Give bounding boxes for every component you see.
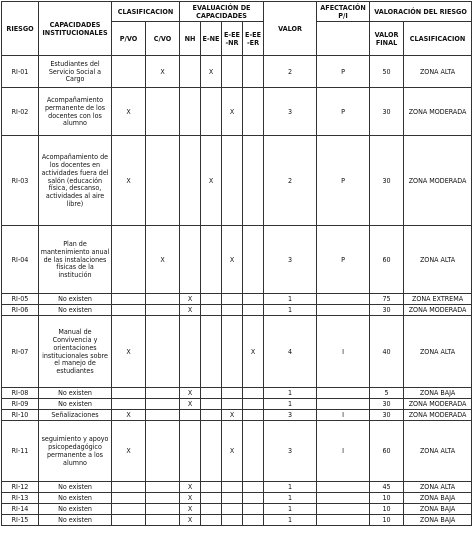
- header-capacidades: CAPACIDADES INSTITUCIONALES: [39, 2, 112, 56]
- p-vo-cell: X: [112, 421, 146, 482]
- afectacion-cell: [317, 515, 370, 526]
- e-ne-cell: [201, 421, 222, 482]
- e-ne-cell: X: [201, 136, 222, 226]
- valor-cell: 1: [264, 294, 317, 305]
- e-ee-nr-cell: X: [222, 410, 243, 421]
- p-vo-cell: [112, 515, 146, 526]
- afectacion-cell: I: [317, 421, 370, 482]
- risk-id: RI-06: [2, 305, 39, 316]
- e-ee-nr-cell: [222, 399, 243, 410]
- nh-cell: [180, 421, 201, 482]
- table-row: [2, 515, 472, 526]
- valor-final-cell: 60: [370, 226, 404, 294]
- p-vo-cell: [112, 399, 146, 410]
- afectacion-cell: [317, 482, 370, 493]
- table-row: [2, 410, 472, 421]
- e-ne-cell: [201, 388, 222, 399]
- clasificacion-cell: ZONA BAJA: [404, 493, 472, 504]
- e-ee-nr-cell: [222, 515, 243, 526]
- afectacion-cell: [317, 388, 370, 399]
- c-vo-cell: [146, 136, 180, 226]
- valor-cell: 1: [264, 515, 317, 526]
- c-vo-cell: [146, 504, 180, 515]
- afectacion-cell: P: [317, 226, 370, 294]
- clasificacion-cell: ZONA EXTREMA: [404, 294, 472, 305]
- c-vo-cell: [146, 388, 180, 399]
- e-ee-er-cell: [243, 504, 264, 515]
- c-vo-cell: [146, 294, 180, 305]
- clasificacion-cell: ZONA ALTA: [404, 226, 472, 294]
- risk-id: RI-07: [2, 316, 39, 388]
- nh-cell: X: [180, 482, 201, 493]
- nh-cell: [180, 136, 201, 226]
- e-ee-nr-cell: [222, 493, 243, 504]
- nh-cell: X: [180, 388, 201, 399]
- risk-id: RI-04: [2, 226, 39, 294]
- e-ee-nr-cell: X: [222, 421, 243, 482]
- capacidad-cell: Acompañamiento permanente de los docentes con los alumno: [39, 88, 112, 136]
- e-ee-er-cell: [243, 294, 264, 305]
- p-vo-cell: [112, 504, 146, 515]
- nh-cell: [180, 226, 201, 294]
- valor-cell: 3: [264, 410, 317, 421]
- clasificacion-cell: ZONA ALTA: [404, 56, 472, 88]
- e-ee-er-cell: [243, 88, 264, 136]
- afectacion-cell: P: [317, 136, 370, 226]
- e-ee-nr-cell: X: [222, 226, 243, 294]
- nh-cell: X: [180, 504, 201, 515]
- afectacion-cell: [317, 399, 370, 410]
- c-vo-cell: [146, 305, 180, 316]
- capacidad-cell: No existen: [39, 399, 112, 410]
- e-ee-er-cell: [243, 421, 264, 482]
- risk-id: RI-01: [2, 56, 39, 88]
- table-row: [2, 316, 472, 388]
- table-row: [2, 421, 472, 482]
- table-row: [2, 504, 472, 515]
- valor-final-cell: 40: [370, 316, 404, 388]
- clasificacion-cell: ZONA ALTA: [404, 421, 472, 482]
- risk-id: RI-10: [2, 410, 39, 421]
- e-ne-cell: [201, 88, 222, 136]
- p-vo-cell: X: [112, 88, 146, 136]
- valor-cell: 1: [264, 305, 317, 316]
- risk-id: RI-15: [2, 515, 39, 526]
- table-row: [2, 226, 472, 294]
- nh-cell: X: [180, 493, 201, 504]
- table-row: [2, 294, 472, 305]
- c-vo-cell: [146, 421, 180, 482]
- e-ee-er-cell: [243, 482, 264, 493]
- e-ee-er-cell: [243, 226, 264, 294]
- p-vo-cell: [112, 388, 146, 399]
- valor-final-cell: 60: [370, 421, 404, 482]
- table-row: [2, 493, 472, 504]
- table-header: [2, 2, 472, 56]
- table-row: [2, 88, 472, 136]
- capacidad-cell: Plan de mantenimiento anual de las instalaciones físicas de la institución: [39, 226, 112, 294]
- nh-cell: X: [180, 294, 201, 305]
- e-ee-er-cell: [243, 515, 264, 526]
- e-ne-cell: X: [201, 56, 222, 88]
- header-afectacion-blank: [317, 22, 370, 56]
- p-vo-cell: [112, 56, 146, 88]
- header-row-top: [2, 2, 472, 22]
- e-ne-cell: [201, 226, 222, 294]
- risk-id: RI-08: [2, 388, 39, 399]
- valor-final-cell: 10: [370, 504, 404, 515]
- header-afectacion: AFECTACIÓN P/I: [317, 2, 370, 22]
- nh-cell: [180, 316, 201, 388]
- e-ee-nr-cell: [222, 504, 243, 515]
- clasificacion-cell: ZONA MODERADA: [404, 305, 472, 316]
- header-riesgo: RIESGO: [2, 2, 39, 56]
- e-ee-nr-cell: [222, 482, 243, 493]
- afectacion-cell: [317, 504, 370, 515]
- c-vo-cell: [146, 410, 180, 421]
- capacidad-cell: Acompañamiento de los docentes en actividades fuera del salón (educación física, descanso, actividades al aire libre): [39, 136, 112, 226]
- header-e-ee-nr: E-EE-NR: [222, 22, 243, 56]
- e-ne-cell: [201, 294, 222, 305]
- e-ne-cell: [201, 482, 222, 493]
- risk-id: RI-03: [2, 136, 39, 226]
- header-p-vo: P/VO: [112, 22, 146, 56]
- valor-cell: 2: [264, 56, 317, 88]
- capacidad-cell: Manual de Convivencia y orientaciones institucionales sobre el manejo de estudiantes: [39, 316, 112, 388]
- c-vo-cell: [146, 493, 180, 504]
- nh-cell: [180, 56, 201, 88]
- p-vo-cell: [112, 294, 146, 305]
- capacidad-cell: No existen: [39, 482, 112, 493]
- capacidad-cell: No existen: [39, 515, 112, 526]
- valor-cell: 1: [264, 504, 317, 515]
- valor-final-cell: 5: [370, 388, 404, 399]
- clasificacion-cell: ZONA ALTA: [404, 482, 472, 493]
- c-vo-cell: [146, 316, 180, 388]
- e-ee-er-cell: [243, 136, 264, 226]
- valor-final-cell: 10: [370, 493, 404, 504]
- capacidad-cell: Estudiantes del Servicio Social a Cargo: [39, 56, 112, 88]
- e-ne-cell: [201, 410, 222, 421]
- c-vo-cell: X: [146, 56, 180, 88]
- risk-id: RI-11: [2, 421, 39, 482]
- e-ne-cell: [201, 305, 222, 316]
- valor-final-cell: 75: [370, 294, 404, 305]
- afectacion-cell: I: [317, 316, 370, 388]
- afectacion-cell: I: [317, 410, 370, 421]
- e-ne-cell: [201, 515, 222, 526]
- table-row: [2, 56, 472, 88]
- valor-final-cell: 30: [370, 136, 404, 226]
- nh-cell: [180, 88, 201, 136]
- e-ee-er-cell: [243, 493, 264, 504]
- capacidad-cell: No existen: [39, 504, 112, 515]
- nh-cell: [180, 410, 201, 421]
- table-row: [2, 136, 472, 226]
- header-clasificacion-sub: CLASIFICACION: [404, 22, 472, 56]
- clasificacion-cell: ZONA BAJA: [404, 515, 472, 526]
- header-valor-final: VALOR FINAL: [370, 22, 404, 56]
- nh-cell: X: [180, 399, 201, 410]
- risk-id: RI-09: [2, 399, 39, 410]
- clasificacion-cell: ZONA MODERADA: [404, 399, 472, 410]
- afectacion-cell: [317, 493, 370, 504]
- afectacion-cell: P: [317, 56, 370, 88]
- valor-cell: 3: [264, 421, 317, 482]
- c-vo-cell: X: [146, 226, 180, 294]
- risk-id: RI-13: [2, 493, 39, 504]
- valor-cell: 3: [264, 226, 317, 294]
- table-row: [2, 399, 472, 410]
- capacidad-cell: No existen: [39, 305, 112, 316]
- e-ee-er-cell: [243, 388, 264, 399]
- header-clasificacion: CLASIFICACION: [112, 2, 180, 22]
- e-ee-nr-cell: [222, 56, 243, 88]
- clasificacion-cell: ZONA MODERADA: [404, 136, 472, 226]
- risk-id: RI-05: [2, 294, 39, 305]
- nh-cell: X: [180, 515, 201, 526]
- p-vo-cell: X: [112, 136, 146, 226]
- valor-cell: 3: [264, 88, 317, 136]
- risk-id: RI-12: [2, 482, 39, 493]
- e-ne-cell: [201, 504, 222, 515]
- clasificacion-cell: ZONA BAJA: [404, 388, 472, 399]
- table-row: [2, 482, 472, 493]
- afectacion-cell: [317, 305, 370, 316]
- e-ee-nr-cell: [222, 316, 243, 388]
- valor-final-cell: 30: [370, 410, 404, 421]
- p-vo-cell: [112, 305, 146, 316]
- header-e-ne: E-NE: [201, 22, 222, 56]
- e-ee-nr-cell: [222, 136, 243, 226]
- valor-cell: 1: [264, 482, 317, 493]
- header-valor: VALOR: [264, 2, 317, 56]
- e-ne-cell: [201, 399, 222, 410]
- valor-final-cell: 10: [370, 515, 404, 526]
- clasificacion-cell: ZONA BAJA: [404, 504, 472, 515]
- valor-cell: 1: [264, 493, 317, 504]
- header-nh: NH: [180, 22, 201, 56]
- valor-final-cell: 45: [370, 482, 404, 493]
- valor-final-cell: 30: [370, 399, 404, 410]
- header-e-ee-er: E-EE-ER: [243, 22, 264, 56]
- e-ee-er-cell: [243, 305, 264, 316]
- capacidad-cell: Señalizaciones: [39, 410, 112, 421]
- table-row: [2, 388, 472, 399]
- risk-assessment-table: [1, 1, 472, 526]
- risk-id: RI-14: [2, 504, 39, 515]
- afectacion-cell: P: [317, 88, 370, 136]
- e-ee-er-cell: [243, 56, 264, 88]
- valor-final-cell: 30: [370, 305, 404, 316]
- afectacion-cell: [317, 294, 370, 305]
- p-vo-cell: X: [112, 410, 146, 421]
- c-vo-cell: [146, 88, 180, 136]
- e-ee-er-cell: [243, 410, 264, 421]
- capacidad-cell: No existen: [39, 294, 112, 305]
- valor-cell: 1: [264, 399, 317, 410]
- c-vo-cell: [146, 515, 180, 526]
- e-ne-cell: [201, 493, 222, 504]
- p-vo-cell: [112, 493, 146, 504]
- c-vo-cell: [146, 399, 180, 410]
- valor-cell: 1: [264, 388, 317, 399]
- capacidad-cell: No existen: [39, 493, 112, 504]
- valor-cell: 4: [264, 316, 317, 388]
- header-evaluacion: EVALUACIÓN DE CAPACIDADES: [180, 2, 264, 22]
- clasificacion-cell: ZONA MODERADA: [404, 88, 472, 136]
- capacidad-cell: seguimiento y apoyo psicopedagógico permanente a los alumno: [39, 421, 112, 482]
- valor-final-cell: 30: [370, 88, 404, 136]
- e-ee-nr-cell: [222, 388, 243, 399]
- header-valoracion: VALORACIÓN DEL RIESGO: [370, 2, 472, 22]
- table-row: [2, 305, 472, 316]
- header-c-vo: C/VO: [146, 22, 180, 56]
- c-vo-cell: [146, 482, 180, 493]
- risk-table-container: [1, 1, 472, 526]
- p-vo-cell: X: [112, 316, 146, 388]
- valor-final-cell: 50: [370, 56, 404, 88]
- capacidad-cell: No existen: [39, 388, 112, 399]
- clasificacion-cell: ZONA ALTA: [404, 316, 472, 388]
- valor-cell: 2: [264, 136, 317, 226]
- p-vo-cell: [112, 226, 146, 294]
- nh-cell: X: [180, 305, 201, 316]
- e-ee-er-cell: X: [243, 316, 264, 388]
- table-body: [2, 56, 472, 526]
- risk-id: RI-02: [2, 88, 39, 136]
- e-ee-nr-cell: [222, 294, 243, 305]
- e-ee-er-cell: [243, 399, 264, 410]
- clasificacion-cell: ZONA MODERADA: [404, 410, 472, 421]
- p-vo-cell: [112, 482, 146, 493]
- e-ne-cell: [201, 316, 222, 388]
- e-ee-nr-cell: [222, 305, 243, 316]
- e-ee-nr-cell: X: [222, 88, 243, 136]
